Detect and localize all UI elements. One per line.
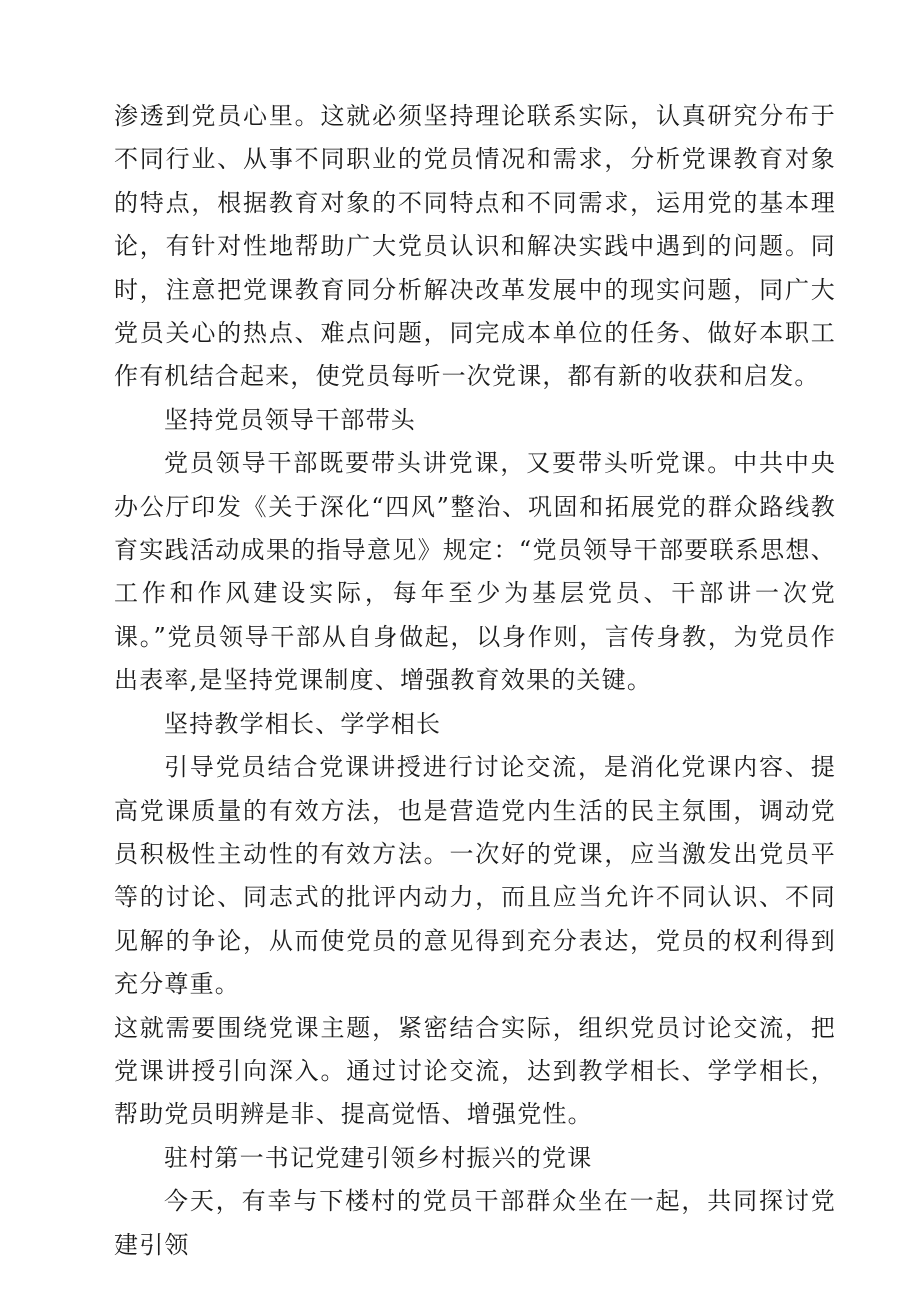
document-page (114, 95, 836, 1267)
section-heading-leader-example: 坚持党员领导干部带头 (164, 405, 416, 434)
section-heading-mutual-learning: 坚持教学相长、学学相长 (164, 709, 442, 738)
paragraph-village-intro: 今天，有幸与下楼村的党员干部群众坐在一起，共同探讨党建引领 (114, 1187, 836, 1259)
paragraph-mutual-learning: 引导党员结合党课讲授进行讨论交流，是消化党课内容、提高党课质量的有效方法，也是营造党内生活的民主氛围，调动党员积极性主动性的有效方法。一次好的党课，应当激发出党员平等的讨论、同志式的批评内动力，而且应当允许不同认识、不同见解的争论，从而使党员的意见得到充分表达，党员的权利得到充分尊重。 (114, 753, 836, 999)
paragraph-continuation: 渗透到党员心里。这就必须坚持理论联系实际，认真研究分布于不同行业、从事不同职业的党员情况和需求，分析党课教育对象的特点，根据教育对象的不同特点和不同需求，运用党的基本理论，有针对性地帮助广大党员认识和解决实践中遇到的问题。同时，注意把党课教育同分析解决改革发展中的现实问题，同广大党员关心的热点、难点问题，同完成本单位的任务、做好本职工作有机结合起来，使党员每听一次党课，都有新的收获和启发。 (114, 102, 836, 391)
paragraph-discussion: 这就需要围绕党课主题，紧密结合实际，组织党员讨论交流，把党课讲授引向深入。通过讨论交流，达到教学相长、学学相长，帮助党员明辨是非、提高觉悟、增强党性。 (114, 1013, 836, 1129)
section-heading-village-secretary: 驻村第一书记党建引领乡村振兴的党课 (164, 1143, 593, 1172)
paragraph-leader-example: 党员领导干部既要带头讲党课，又要带头听党课。中共中央办公厅印发《关于深化“四风”整治、巩固和拓展党的群众路线教育实践活动成果的指导意见》规定：“党员领导干部要联系思想、工作和作风建设实际，每年至少为基层党员、干部讲一次党课。”党员领导干部从自身做起，以身作则，言传身教，为党员作出表率,是坚持党课制度、增强教育效果的关键。 (114, 449, 836, 695)
